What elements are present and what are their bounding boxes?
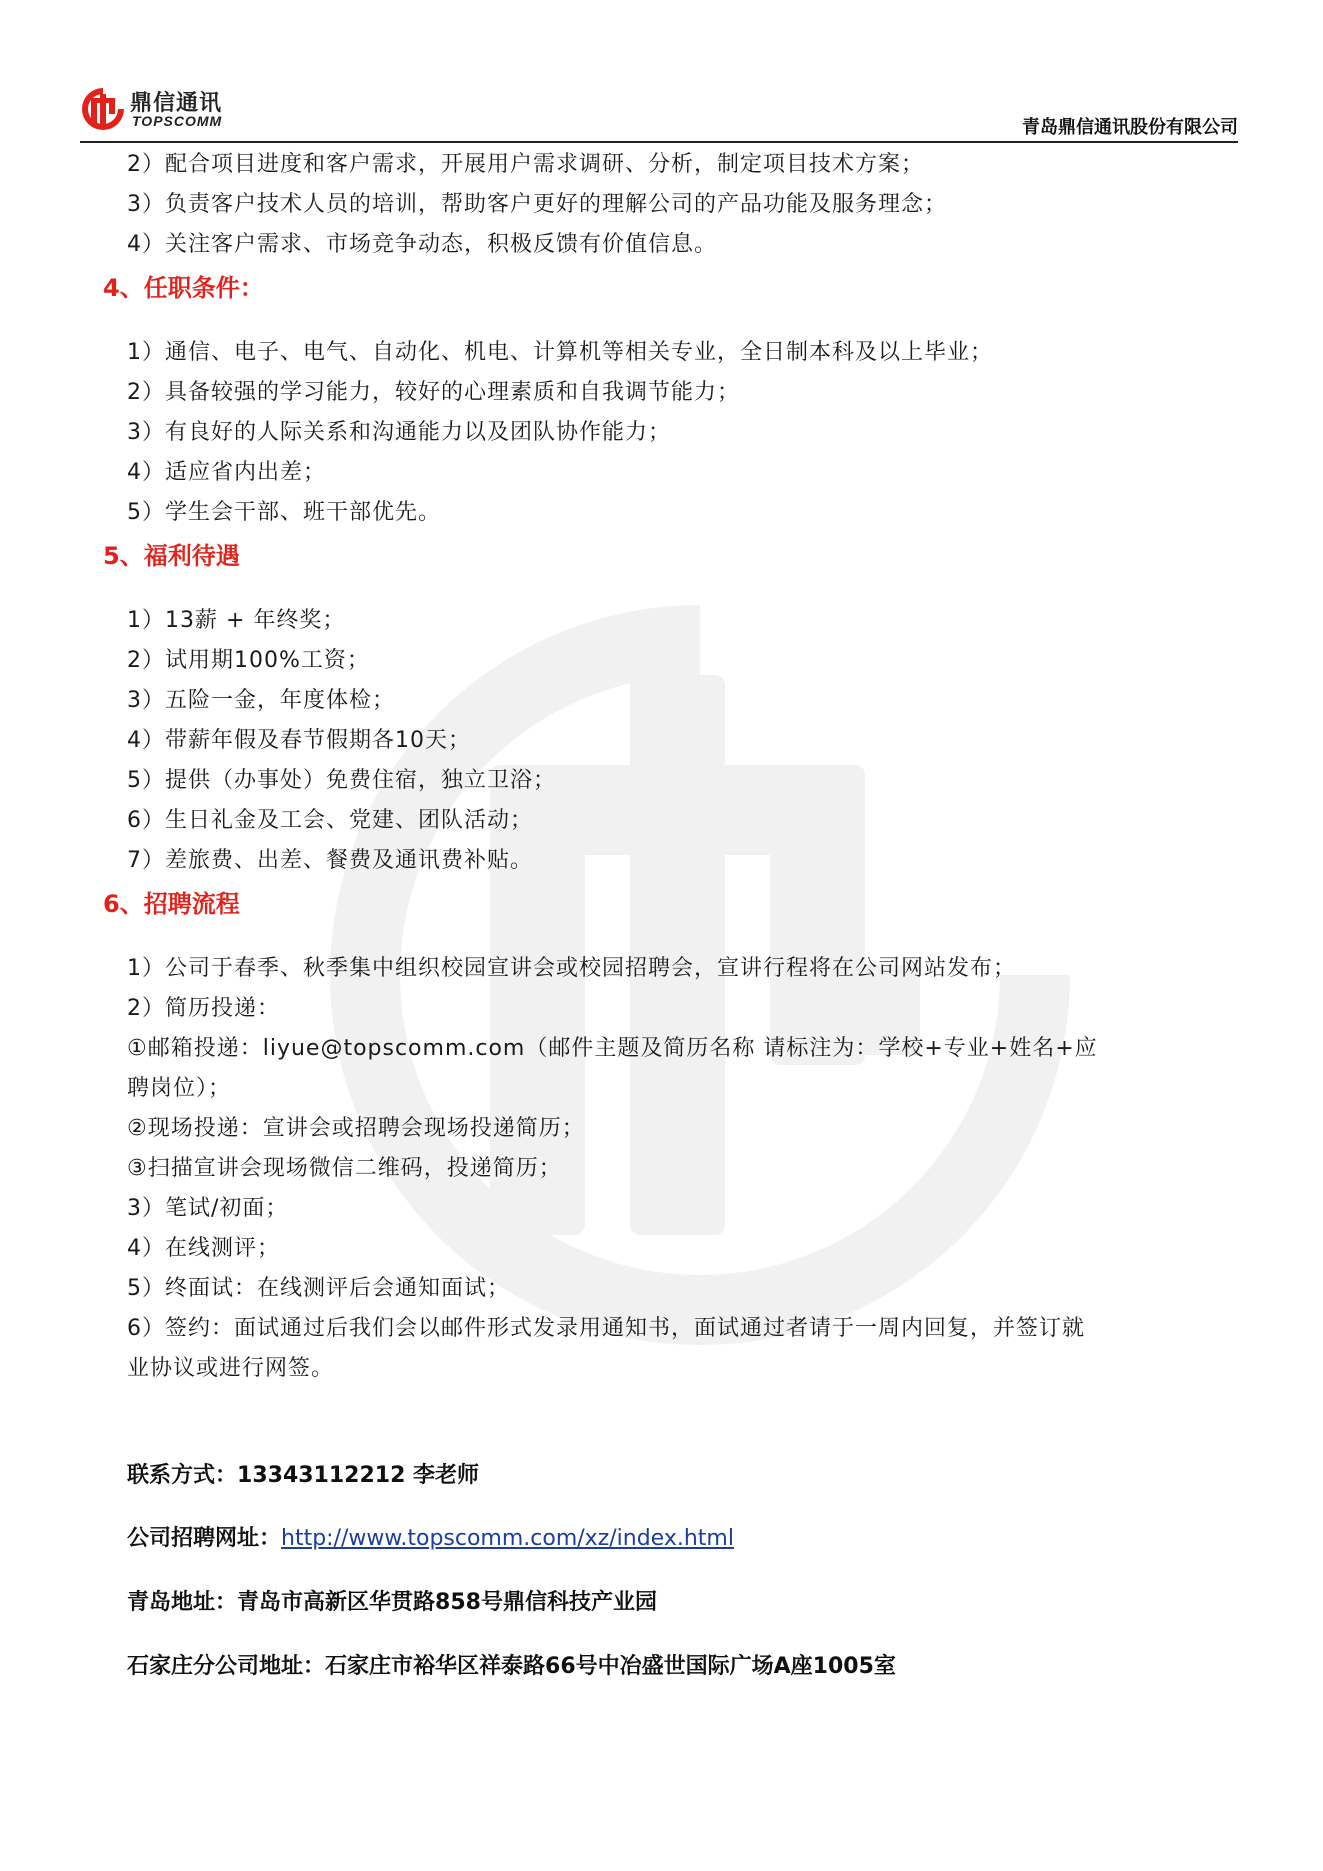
benefit-item: 7）差旅费、出差、餐费及通讯费补贴。 (127, 848, 533, 873)
section-title-benefits: 5、福利待遇 (103, 542, 240, 570)
duty-item: 4）关注客户需求、市场竞争动态，积极反馈有价值信息。 (127, 232, 717, 257)
contact-shijiazhuang-address (127, 1652, 896, 1682)
company-name: 青岛鼎信通讯股份有限公司 (1022, 117, 1238, 138)
logo-chinese-text: 鼎信通讯 (130, 91, 223, 116)
process-item: 3）笔试/初面； (127, 1196, 289, 1221)
logo-mark-icon (80, 86, 126, 132)
process-item: 2）简历投递： (127, 996, 280, 1021)
company-logo (80, 82, 240, 134)
contact-website-label: 公司招聘网址： (127, 1526, 282, 1551)
contact-phone-label: 联系方式： (127, 1463, 238, 1488)
process-item: 6）签约：面试通过后我们会以邮件形式发录用通知书，面试通过者请于一周内回复，并签订就 (127, 1316, 1086, 1341)
duty-item: 2）配合项目进度和客户需求，开展用户需求调研、分析，制定项目技术方案； (127, 152, 924, 177)
process-item: 聘岗位）； (127, 1076, 232, 1101)
header-divider (80, 141, 1238, 143)
requirement-item: 3）有良好的人际关系和沟通能力以及团队协作能力； (127, 420, 671, 445)
qingdao-address-label: 青岛地址： (127, 1590, 238, 1615)
section-title-process: 6、招聘流程 (103, 890, 240, 918)
contact-phone-value: 13343112212 李老师 (237, 1463, 480, 1488)
section-title-requirements: 4、任职条件： (103, 274, 264, 302)
requirement-item: 5）学生会干部、班干部优先。 (127, 500, 441, 525)
benefit-item: 4）带薪年假及春节假期各10天； (127, 728, 471, 753)
process-item: 业协议或进行网签。 (127, 1356, 335, 1381)
requirement-item: 2）具备较强的学习能力，较好的心理素质和自我调节能力； (127, 380, 740, 405)
contact-website (127, 1524, 734, 1554)
process-item: 1）公司于春季、秋季集中组织校园宣讲会或校园招聘会，宣讲行程将在公司网站发布； (127, 956, 1016, 981)
contact-qingdao-address (127, 1588, 657, 1618)
benefit-item: 2）试用期100%工资； (127, 648, 370, 673)
process-item: ③扫描宣讲会现场微信二维码，投递简历； (127, 1156, 562, 1181)
benefit-item: 6）生日礼金及工会、党建、团队活动； (127, 808, 533, 833)
benefit-item: 1）13薪 + 年终奖； (127, 608, 346, 633)
process-item: ①邮箱投递：liyue@topscomm.com（邮件主题及简历名称 请标注为：学校+专业+姓名+应 (127, 1036, 1098, 1061)
process-item: ②现场投递：宣讲会或招聘会现场投递简历； (127, 1116, 585, 1141)
shijiazhuang-address-label: 石家庄分公司地址： (127, 1654, 326, 1679)
logo-english-text: TOPSCOMM (132, 113, 223, 129)
benefit-item: 3）五险一金，年度体检； (127, 688, 395, 713)
qingdao-address-value: 青岛市高新区华贯路858号鼎信科技产业园 (237, 1590, 657, 1615)
requirement-item: 4）适应省内出差； (127, 460, 326, 485)
contact-phone (127, 1461, 479, 1491)
process-item: 5）终面试：在线测评后会通知面试； (127, 1276, 510, 1301)
duty-item: 3）负责客户技术人员的培训，帮助客户更好的理解公司的产品功能及服务理念； (127, 192, 947, 217)
benefit-item: 5）提供（办事处）免费住宿，独立卫浴； (127, 768, 556, 793)
shijiazhuang-address-value: 石家庄市裕华区祥泰路66号中冶盛世国际广场A座1005室 (325, 1654, 896, 1679)
requirement-item: 1）通信、电子、电气、自动化、机电、计算机等相关专业，全日制本科及以上毕业； (127, 340, 993, 365)
recruitment-website-link[interactable]: http://www.topscomm.com/xz/index.html (281, 1526, 734, 1551)
process-item: 4）在线测评； (127, 1236, 280, 1261)
